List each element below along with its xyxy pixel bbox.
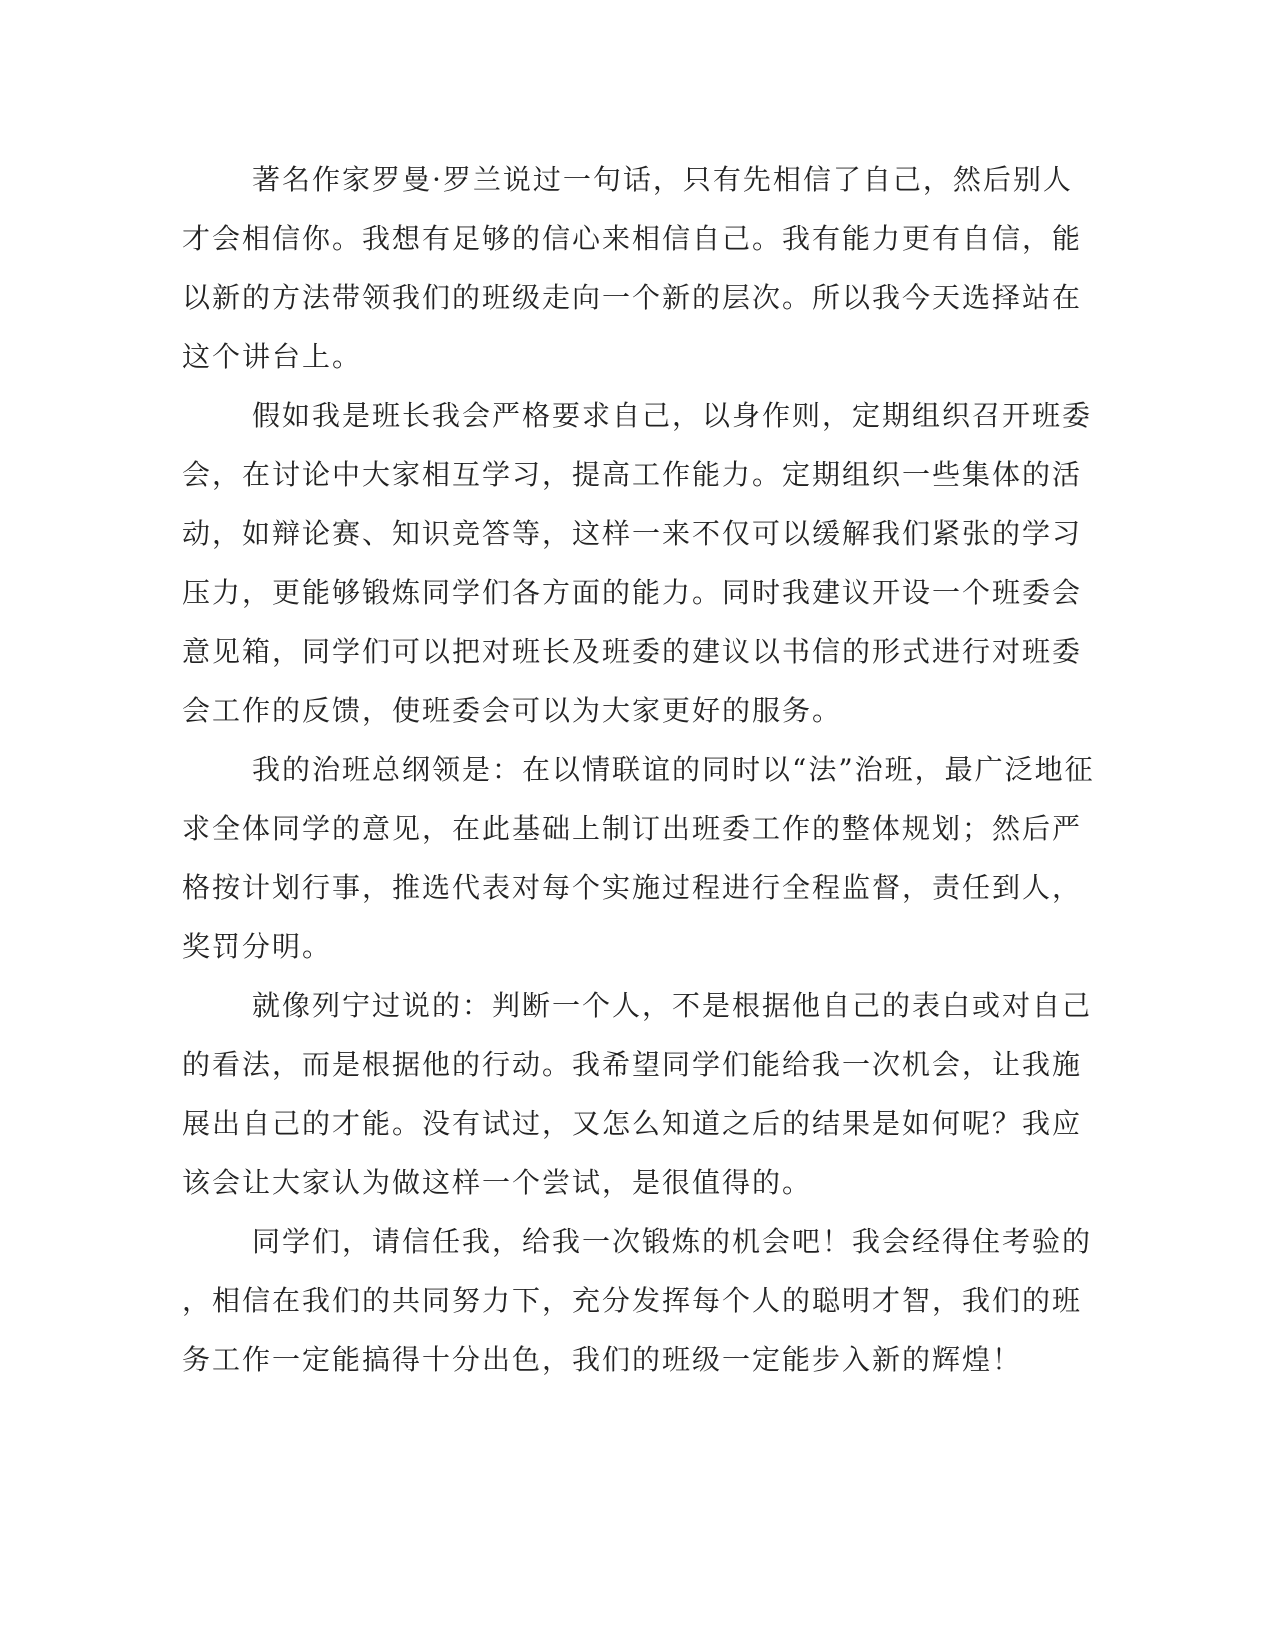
paragraph-4: [182, 976, 1093, 1212]
paragraph-line: 会工作的反馈，使班委会可以为大家更好的服务。: [182, 694, 843, 727]
paragraph-line: 奖罚分明。: [182, 930, 333, 963]
paragraph-line: 压力，更能够锻炼同学们各方面的能力。同时我建议开设一个班委会: [182, 576, 1083, 609]
paragraph-line: 意见箱，同学们可以把对班长及班委的建议以书信的形式进行对班委: [182, 635, 1083, 668]
paragraph-line: 著名作家罗曼·罗兰说过一句话，只有先相信了自己，然后别人: [252, 163, 1073, 196]
paragraph-line: 务工作一定能搞得十分出色，我们的班级一定能步入新的辉煌！: [182, 1343, 1023, 1376]
paragraph-line: 该会让大家认为做这样一个尝试，是很值得的。: [182, 1166, 813, 1199]
paragraph-line: 的看法，而是根据他的行动。我希望同学们能给我一次机会，让我施: [182, 1048, 1083, 1081]
paragraph-line: 同学们，请信任我，给我一次锻炼的机会吧！我会经得住考验的: [252, 1225, 1093, 1258]
paragraph-line: 动，如辩论赛、知识竞答等，这样一来不仅可以缓解我们紧张的学习: [182, 517, 1083, 550]
paragraph-1: [182, 150, 1083, 386]
paragraph-line: 展出自己的才能。没有试过，又怎么知道之后的结果是如何呢？我应: [182, 1107, 1083, 1140]
paragraph-line: 会，在讨论中大家相互学习，提高工作能力。定期组织一些集体的活: [182, 458, 1083, 491]
paragraph-line: 就像列宁过说的：判断一个人，不是根据他自己的表白或对自己: [252, 989, 1093, 1022]
paragraph-line: 这个讲台上。: [182, 340, 363, 373]
paragraph-line: 求全体同学的意见，在此基础上制订出班委工作的整体规划；然后严: [182, 812, 1083, 845]
paragraph-line: ，相信在我们的共同努力下，充分发挥每个人的聪明才智，我们的班: [182, 1284, 1083, 1317]
document-body: [182, 150, 1095, 1389]
paragraph-line: 格按计划行事，推选代表对每个实施过程进行全程监督，责任到人，: [182, 871, 1083, 904]
paragraph-line: 假如我是班长我会严格要求自己，以身作则，定期组织召开班委: [252, 399, 1093, 432]
paragraph-3: [182, 740, 1095, 976]
paragraph-line: 以新的方法带领我们的班级走向一个新的层次。所以我今天选择站在: [182, 281, 1083, 314]
paragraph-line: 我的治班总纲领是：在以情联谊的同时以“法”治班，最广泛地征: [252, 753, 1095, 786]
paragraph-line: 才会相信你。我想有足够的信心来相信自己。我有能力更有自信，能: [182, 222, 1083, 255]
paragraph-5: [182, 1212, 1093, 1389]
paragraph-2: [182, 386, 1093, 740]
